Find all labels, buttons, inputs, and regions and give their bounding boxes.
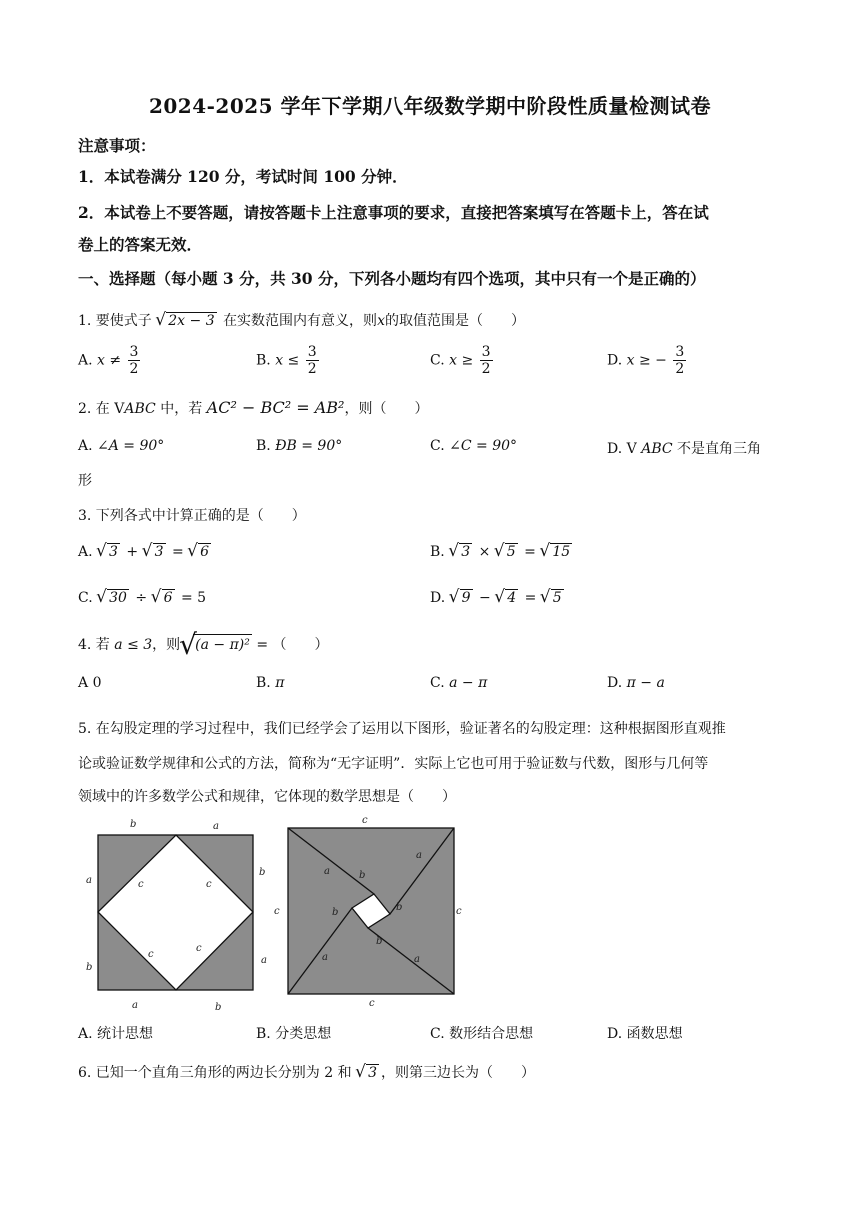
q1-option-c	[430, 344, 495, 377]
q3-b-rad1	[449, 544, 472, 560]
q5-b-text: 分类思想	[275, 1026, 332, 1042]
q4-c-label: C.	[430, 675, 445, 691]
q5-option-a	[78, 1023, 153, 1043]
q1-a-frac	[128, 344, 141, 377]
question-5-line-3: 领域中的许多数学公式和规律，它体现的数学思想是（ ）	[78, 789, 456, 805]
notice-item-1: 1．本试卷满分 120 分，考试时间 100 分钟．	[78, 167, 408, 186]
q1-c-num: 3	[481, 344, 491, 360]
q1-option-b	[256, 344, 321, 377]
q3-a-r2: 3	[154, 544, 164, 560]
q3-c-label: C.	[78, 590, 93, 606]
q3-b-rad3	[540, 544, 572, 560]
q3-c-op: ÷	[130, 590, 152, 606]
q3-b-eq: =	[519, 544, 541, 560]
question-1	[78, 310, 525, 330]
pythagoras-figure-1	[80, 815, 270, 1015]
q3-a-eq: =	[167, 544, 189, 560]
q1-a-rel: x ≠	[97, 352, 122, 369]
q2-b-label: B.	[256, 438, 271, 454]
q3-option-a	[78, 544, 213, 560]
q5-a-text: 统计思想	[97, 1026, 154, 1042]
q1-stem-pre: 1. 要使式子	[78, 313, 152, 329]
section-1-heading: 一、选择题（每小题 3 分，共 30 分，下列各小题均有四个选项，其中只有一个是正确的）	[78, 269, 706, 288]
q2-stem-pre: 2. 在 V	[78, 401, 125, 417]
fig1-label-bottom-b: b	[215, 1002, 222, 1013]
fig1-label-c3: c	[148, 949, 154, 960]
q3-b-label: B.	[430, 544, 445, 560]
fig2-label-a1: a	[324, 866, 330, 877]
q3-c-r1: 30	[109, 590, 127, 606]
question-4	[78, 634, 329, 654]
q3-b-op: ×	[474, 544, 495, 560]
fig2-label-b1: b	[359, 870, 366, 881]
q2-d-label: D.	[607, 441, 623, 457]
q3-a-r3: 6	[200, 544, 210, 560]
q4-radicand: (a − π)²	[193, 634, 252, 653]
fig1-label-right-a: a	[261, 955, 267, 966]
q1-c-den: 2	[481, 361, 491, 377]
q2-option-b	[256, 438, 342, 454]
fig2-label-bottom-c: c	[369, 998, 375, 1009]
q1-c-frac	[480, 344, 493, 377]
q4-option-a	[78, 675, 102, 691]
q3-d-op: −	[474, 590, 496, 606]
q1-radicand: 2x − 3	[168, 313, 215, 329]
pythagoras-figure-2	[272, 812, 472, 1012]
q2-b-text: ÐB = 90°	[275, 438, 343, 454]
q1-b-den: 2	[307, 361, 317, 377]
q5-c-label: C.	[430, 1026, 445, 1042]
q2-a-label: A.	[78, 438, 93, 454]
fig1-label-left-b: b	[86, 962, 93, 973]
q5-option-b	[256, 1023, 331, 1043]
question-2	[78, 398, 428, 418]
q1-radical	[156, 313, 216, 329]
fig2-label-a2: a	[416, 850, 422, 861]
q4-option-c	[430, 675, 487, 691]
fig2-label-a4: a	[322, 952, 328, 963]
fig1-label-right-b: b	[259, 867, 266, 878]
question-5-line-2: 论或验证数学规律和公式的方法，简称为“无字证明”．实际上它也可用于验证数与代数，图形与几何等	[78, 756, 709, 772]
q4-b-label: B.	[256, 675, 271, 691]
q4-a-label: A	[78, 675, 89, 691]
q2-c-text: ∠C = 90°	[449, 438, 518, 454]
q4-radical	[180, 637, 252, 653]
question-5-line-1: 5. 在勾股定理的学习过程中，我们已经学会了运用以下图形，验证著名的勾股定理：这种根据图形直观推	[78, 721, 726, 737]
q4-option-b	[256, 675, 284, 691]
q1-stem-mid: 在实数范围内有意义，则	[223, 313, 378, 329]
fig2-label-b3: b	[376, 936, 383, 947]
q3-a-rad1	[97, 544, 120, 560]
fig1-label-c1: c	[138, 879, 144, 890]
q1-option-d	[607, 344, 688, 377]
q3-d-r2: 4	[507, 590, 517, 606]
q1-d-label: D.	[607, 352, 623, 369]
notice-item-2: 2．本试卷上不要答题，请按答题卡上注意事项的要求，直接把答案填写在答题卡上，答在试	[78, 203, 709, 222]
q6-radicand: 3	[368, 1065, 377, 1081]
q3-a-rad3	[188, 544, 211, 560]
q2-triangle: ABC	[124, 401, 156, 417]
q4-a-text: 0	[92, 675, 102, 691]
q2-option-a	[78, 438, 164, 454]
fig2-label-b2: b	[396, 902, 403, 913]
question-6	[78, 1062, 535, 1082]
q3-b-r1: 3	[461, 544, 471, 560]
q4-d-label: D.	[607, 675, 623, 691]
q2-option-d	[607, 438, 761, 458]
q3-c-eq: = 5	[176, 590, 207, 606]
q5-option-d	[607, 1023, 683, 1043]
fig1-label-left-a: a	[86, 875, 92, 886]
q3-option-b	[430, 544, 574, 560]
q6-radical	[356, 1065, 379, 1081]
fig1-label-bottom-a: a	[132, 1000, 138, 1011]
q2-option-d-wrap: 形	[78, 473, 92, 489]
q3-d-label: D.	[430, 590, 446, 606]
q1-c-label: C.	[430, 352, 445, 369]
q5-b-label: B.	[256, 1026, 271, 1042]
question-3: 3. 下列各式中计算正确的是（ ）	[78, 508, 306, 524]
q3-d-rad1	[450, 590, 473, 606]
q3-c-r2: 6	[163, 590, 173, 606]
fig2-label-right-c: c	[456, 906, 462, 917]
q3-b-r3: 15	[552, 544, 571, 560]
q1-d-rel: x ≥ −	[626, 352, 667, 369]
q1-b-label: B.	[256, 352, 271, 369]
q4-condition: a ≤ 3	[114, 637, 153, 653]
q3-d-r3: 5	[552, 590, 562, 606]
fig2-label-top-c: c	[362, 815, 368, 826]
q1-a-label: A.	[78, 352, 93, 369]
q3-a-r1: 3	[109, 544, 118, 560]
q3-d-rad2	[495, 590, 518, 606]
q4-option-d	[607, 675, 665, 691]
q2-stem-mid: 中，若	[155, 401, 203, 417]
q2-option-c	[430, 438, 517, 454]
q1-option-a	[78, 344, 142, 377]
q3-d-eq: =	[520, 590, 541, 606]
fig1-label-c4: c	[196, 943, 202, 954]
q3-a-op: +	[121, 544, 143, 560]
q3-a-rad2	[143, 544, 166, 560]
q2-a-text: ∠A = 90°	[97, 438, 165, 454]
q4-stem-pre: 4. 若	[78, 637, 110, 653]
q1-d-frac	[673, 344, 686, 377]
q4-d-text: π − a	[626, 675, 665, 691]
q3-a-label: A.	[78, 544, 93, 560]
q2-d-triangle: ABC	[641, 441, 673, 457]
q1-var: x	[377, 313, 385, 329]
fig2-label-left-c: c	[274, 906, 280, 917]
q2-d-text: 不是直角三角	[672, 441, 762, 457]
q2-equation: AC² − BC² = AB²	[206, 398, 345, 417]
q1-c-rel: x ≥	[449, 352, 474, 369]
q1-b-frac	[306, 344, 319, 377]
q4-b-text: π	[275, 675, 285, 691]
q3-b-rad2	[495, 544, 518, 560]
q3-c-rad1	[97, 590, 129, 606]
q2-stem-post: ，则（ ）	[344, 401, 429, 417]
q3-d-r1: 9	[461, 590, 471, 606]
q1-b-rel: x ≤	[275, 352, 300, 369]
q6-stem-post: ，则第三边长为（ ）	[381, 1065, 535, 1081]
q2-c-label: C.	[430, 438, 445, 454]
q1-b-num: 3	[307, 344, 317, 360]
q1-d-num: 3	[675, 344, 685, 360]
q1-a-num: 3	[129, 344, 139, 360]
q6-stem-pre: 6. 已知一个直角三角形的两边长分别为 2 和	[78, 1065, 352, 1081]
q3-c-rad2	[152, 590, 175, 606]
q1-a-den: 2	[129, 361, 139, 377]
fig1-label-top-b: b	[130, 819, 137, 830]
q5-c-text: 数形结合思想	[449, 1026, 534, 1042]
q3-option-d	[430, 590, 566, 606]
q5-d-text: 函数思想	[626, 1026, 683, 1042]
exam-title: 2024-2025 学年下学期八年级数学期中阶段性质量检测试卷	[148, 94, 712, 118]
q4-c-text: a − π	[449, 675, 488, 691]
q3-b-r2: 5	[506, 544, 516, 560]
notice-heading: 注意事项：	[78, 136, 156, 155]
q1-stem-post: 的取值范围是（ ）	[384, 313, 525, 329]
fig2-label-a3: a	[414, 954, 420, 965]
q5-d-label: D.	[607, 1026, 623, 1042]
notice-item-2-cont: 卷上的答案无效．	[78, 235, 203, 254]
q2-d-pre: V	[626, 441, 637, 457]
q4-stem-mid: ，则	[152, 637, 181, 653]
q4-stem-post: = （ ）	[251, 637, 329, 653]
q1-d-den: 2	[675, 361, 685, 377]
fig1-label-top-a: a	[213, 821, 219, 832]
fig1-label-c2: c	[206, 879, 212, 890]
fig2-label-b4: b	[332, 907, 339, 918]
q5-option-c	[430, 1023, 533, 1043]
q5-a-label: A.	[78, 1026, 93, 1042]
q3-option-c	[78, 590, 206, 606]
q3-d-rad3	[541, 590, 564, 606]
